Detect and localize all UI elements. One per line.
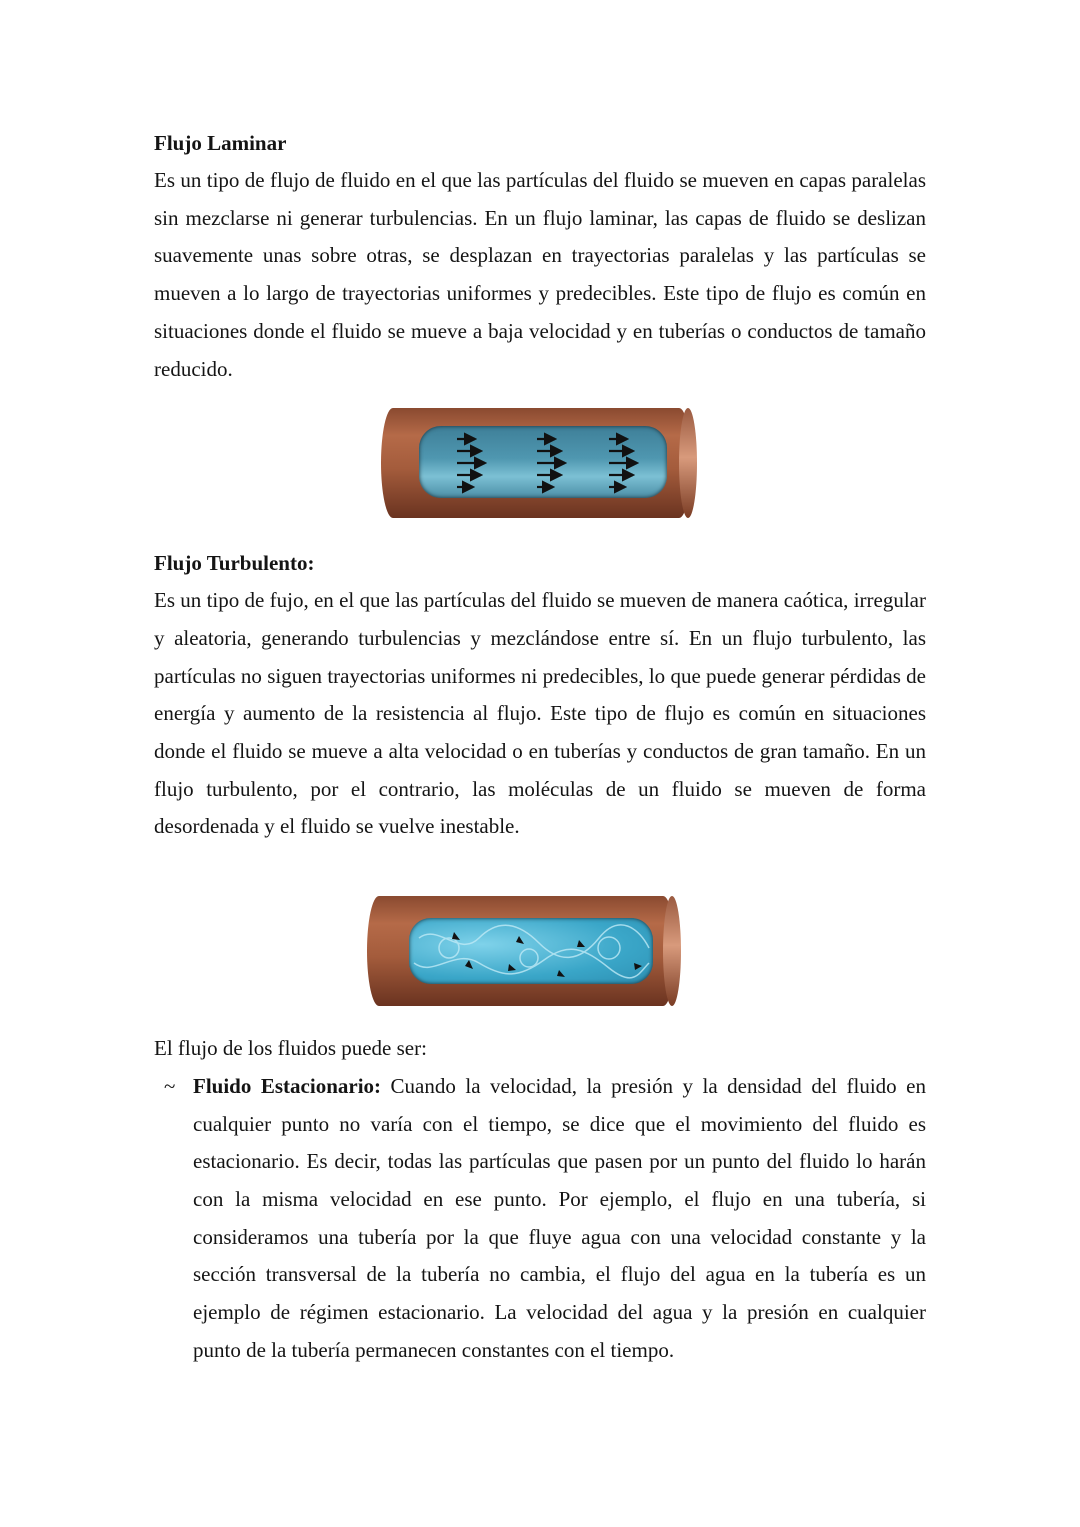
eddies-icon xyxy=(409,918,653,984)
list-item xyxy=(154,1068,926,1370)
paragraph-turbulento: Es un tipo de fujo, en el que las partículas del fluido se mueven de manera caótica, irregular y aleatoria, generando turbulencias y mezclándose entre sí. En un flujo turbulento, las partículas no siguen trayectorias uniformes ni predecibles, lo que puede generar pérdidas de energía y aumento de la resistencia al flujo. Este tipo de flujo es común en situaciones donde el fluido se mueve a alta velocidad o en tuberías y conductos de gran tamaño. En un flujo turbulento, por el contrario, las moléculas de un fluido se mueven de forma desordenada y el fluido se vuelve inestable. xyxy=(154,588,926,839)
document-page xyxy=(154,124,926,1369)
turbulent-flow-window xyxy=(409,918,653,984)
tilde-bullet-icon: ~ xyxy=(164,1073,176,1098)
laminar-flow-window xyxy=(419,426,667,498)
paragraph-tipos-intro: El flujo de los fluidos puede ser: xyxy=(154,1036,427,1061)
flow-types-list xyxy=(154,1068,926,1370)
arrows-icon xyxy=(419,426,667,498)
section-title-laminar: Flujo Laminar xyxy=(154,131,287,155)
paragraph-laminar: Es un tipo de flujo de fluido en el que las partículas del fluido se mueven en capas paralelas sin mezclarse ni generar turbulencias. En un flujo laminar, las capas de fluido se deslizan suavemente unas sobre otras, se desplazan en trayectorias paralelas y las partículas se mueven a lo largo de trayectorias uniformes y predecibles. Este tipo de flujo es común en situaciones donde el fluido se mueve a baja velocidad y en tuberías o conductos de tamaño reducido. xyxy=(154,168,926,381)
laminar-pipe-image xyxy=(381,408,691,518)
turbulent-figure xyxy=(154,896,926,1010)
turbulent-pipe-image xyxy=(367,896,675,1006)
section-title-turbulento: Flujo Turbulento: xyxy=(154,551,315,576)
term-estacionario: Fluido Estacionario: xyxy=(193,1073,382,1098)
laminar-figure xyxy=(154,408,926,522)
definition-estacionario: Cuando la velocidad, la presión y la densidad del fluido en cualquier punto no varía con el tiempo, se dice que el movimiento del fluido es estacionario. Es decir, todas las partículas que pasen por un punto del fluido lo harán con la misma velocidad en ese punto. Por ejemplo, el flujo en una tubería, si consideramos una tubería por la que fluye agua con una velocidad constante y la sección transversal de la tubería no cambia, el flujo del agua en la tubería es un ejemplo de régimen estacionario. La velocidad del agua y la presión en cualquier punto de la tubería permanecen constantes con el tiempo. xyxy=(193,1073,926,1362)
